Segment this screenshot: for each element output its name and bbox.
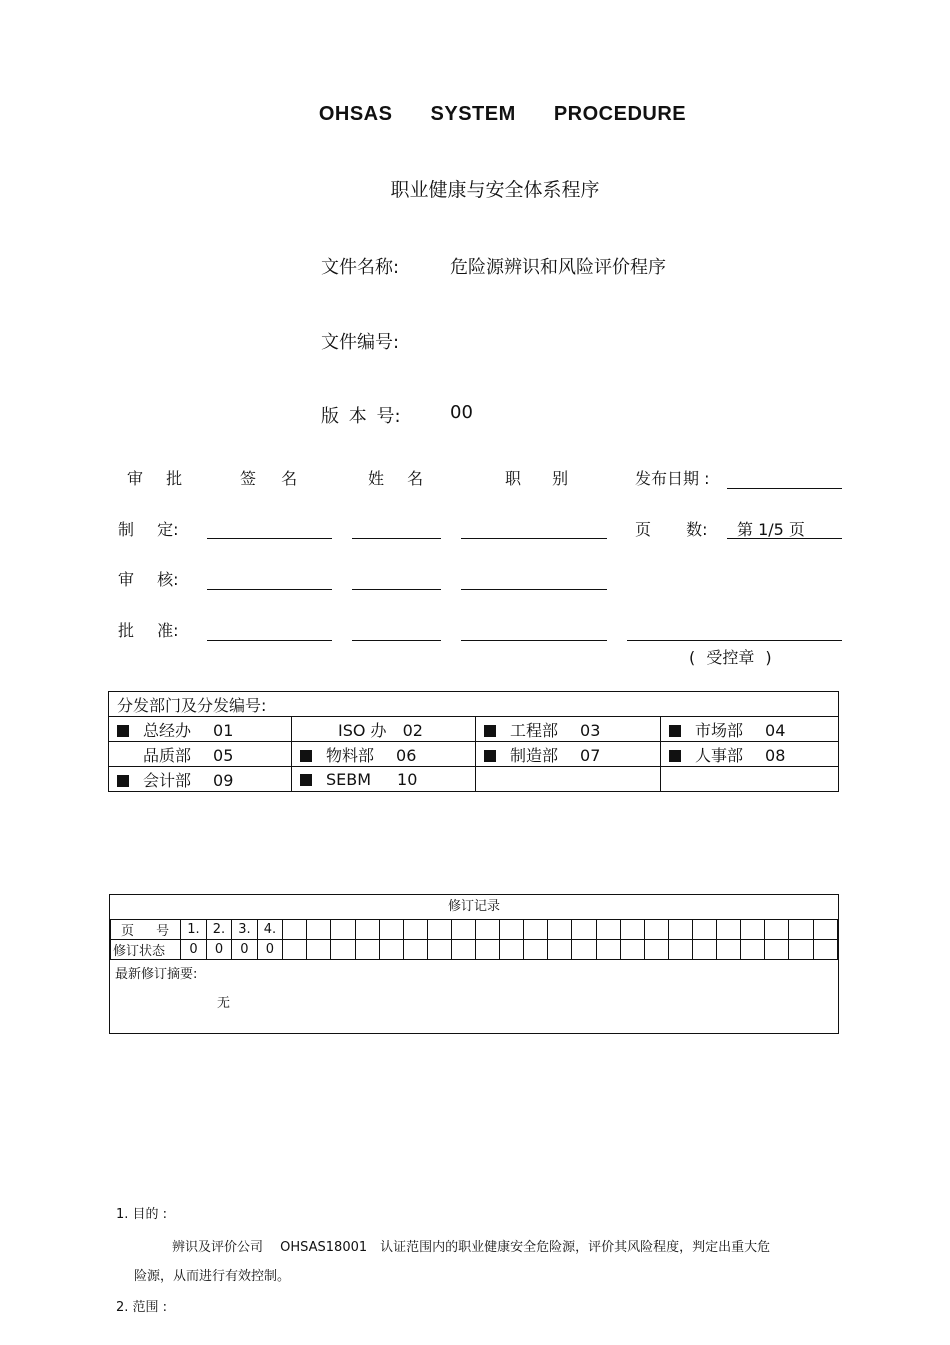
revision-grid [110,919,838,960]
section-2-heading: 2. 范围 : [116,1300,168,1315]
revision-state-cell [693,940,717,960]
row-label-review: 审 核: [118,570,179,589]
control-stamp-line [627,640,842,641]
title-word: PROCEDURE [553,103,687,125]
title-word: OHSAS [318,103,393,125]
revision-page-cell [620,920,644,940]
revision-page-cell [572,920,596,940]
revision-state-cell [331,940,355,960]
checked-square-icon [484,750,496,762]
revision-page-cell: 3. [232,920,257,940]
revision-state-cell [741,940,765,960]
col-header-name: 姓 名 [368,469,424,488]
unchecked-square-icon [300,725,312,737]
revision-state-cell [379,940,403,960]
col-header-position: 职 别 [505,469,569,488]
checked-square-icon [117,725,129,737]
revision-page-cell [307,920,331,940]
position-line [461,538,607,539]
distribution-title: 分发部门及分发编号: [109,692,839,717]
revision-state-cell [524,940,548,960]
name-line [352,589,441,590]
page-count-label: 页 数: [635,520,708,539]
dist-cell: SEBM 10 [292,767,476,792]
dist-cell: 物料部 06 [292,742,476,767]
revision-page-cell [500,920,524,940]
revision-page-cell [693,920,717,940]
checked-square-icon [669,725,681,737]
title-word: SYSTEM [430,103,516,125]
issue-date-label: 发布日期 : [635,469,710,488]
dist-cell: 市场部 04 [661,717,839,742]
revision-page-cell [476,920,500,940]
distribution-table [108,691,839,792]
section-1-text-line2: 险源，从而进行有效控制。 [134,1269,291,1284]
section-1-heading: 1. 目的 : [116,1207,168,1222]
checked-square-icon [300,774,312,786]
revision-state-cell [451,940,475,960]
revision-page-cell [355,920,379,940]
revision-summary-label: 最新修订摘要: [115,967,198,982]
checked-square-icon [484,725,496,737]
document-title-en [0,103,950,126]
revision-page-cell [596,920,620,940]
dist-cell-empty [476,767,661,792]
dist-cell: 总经办 01 [109,717,292,742]
file-no-label: 文件编号: [321,332,400,353]
revision-page-cell: 1. [181,920,206,940]
checked-square-icon [117,775,129,787]
signature-line [207,589,332,590]
revision-state-cell: 0 [181,940,206,960]
revision-state-cell [596,940,620,960]
revision-page-cell [813,920,837,940]
issue-date-line [727,488,842,489]
revision-page-cell [283,920,307,940]
revision-page-cell [789,920,813,940]
revision-state-cell [644,940,668,960]
revision-state-cell [476,940,500,960]
signature-line [207,538,332,539]
dist-cell: 工程部 03 [476,717,661,742]
version-value: 00 [450,402,473,423]
revision-state-cell [283,940,307,960]
revision-page-cell [548,920,572,940]
page-count-line [727,538,842,539]
checked-square-icon [300,750,312,762]
revision-page-cell [668,920,692,940]
dist-cell-empty [661,767,839,792]
revision-page-cell [524,920,548,940]
revision-page-cell [451,920,475,940]
page-count-value: 第 1/5 页 [737,520,805,539]
revision-state-cell [307,940,331,960]
revision-state-cell [355,940,379,960]
document-title-cn: 职业健康与安全体系程序 [390,179,600,201]
revision-state-cell [620,940,644,960]
revision-page-cell [427,920,451,940]
file-name-value: 危险源辨识和风险评价程序 [450,257,666,278]
name-line [352,640,441,641]
revision-state-cell [403,940,427,960]
col-header-approve: 审 批 [127,469,183,488]
revision-state-cell: 0 [206,940,231,960]
revision-state-cell: 0 [257,940,282,960]
page-no-label: 页 号 [111,920,181,940]
dist-cell: 制造部 07 [476,742,661,767]
file-name-label: 文件名称: [321,257,400,278]
revision-state-cell [668,940,692,960]
revision-page-cell [331,920,355,940]
signature-line [207,640,332,641]
revision-page-cell [644,920,668,940]
revision-state-cell [427,940,451,960]
revision-summary-value: 无 [217,996,231,1011]
position-line [461,640,607,641]
revision-state-cell: 0 [232,940,257,960]
revision-state-cell [572,940,596,960]
position-line [461,589,607,590]
revision-state-cell [717,940,741,960]
revision-state-cell [813,940,837,960]
checked-square-icon [669,750,681,762]
revision-page-cell [403,920,427,940]
revision-record-title: 修订记录 [110,895,838,920]
section-1-text-line1: 辨识及评价公司 OHSAS18001 认证范围内的职业健康安全危险源，评价其风险程度，判定出重大危 [172,1240,771,1255]
revision-page-cell [741,920,765,940]
dist-cell: 品质部 05 [109,742,292,767]
revision-page-cell [379,920,403,940]
revision-page-cell: 2. [206,920,231,940]
col-header-signature: 签 名 [240,469,298,488]
dist-cell: 人事部 08 [661,742,839,767]
control-stamp-label: ( 受控章 ) [689,648,772,667]
name-line [352,538,441,539]
version-label: 版 本 号: [321,406,401,427]
row-label-approve: 批 准: [118,621,179,640]
unchecked-square-icon [117,750,129,762]
revision-state-cell [500,940,524,960]
revision-record-box [109,894,839,1034]
revision-state-cell [548,940,572,960]
revision-state-cell [789,940,813,960]
revision-page-cell [765,920,789,940]
dist-cell: ISO 办 02 [292,717,476,742]
revision-state-cell [765,940,789,960]
dist-cell: 会计部 09 [109,767,292,792]
row-label-draft: 制 定: [118,520,179,539]
revision-state-label: 修订状态 [111,940,181,960]
revision-page-cell: 4. [257,920,282,940]
revision-page-cell [717,920,741,940]
